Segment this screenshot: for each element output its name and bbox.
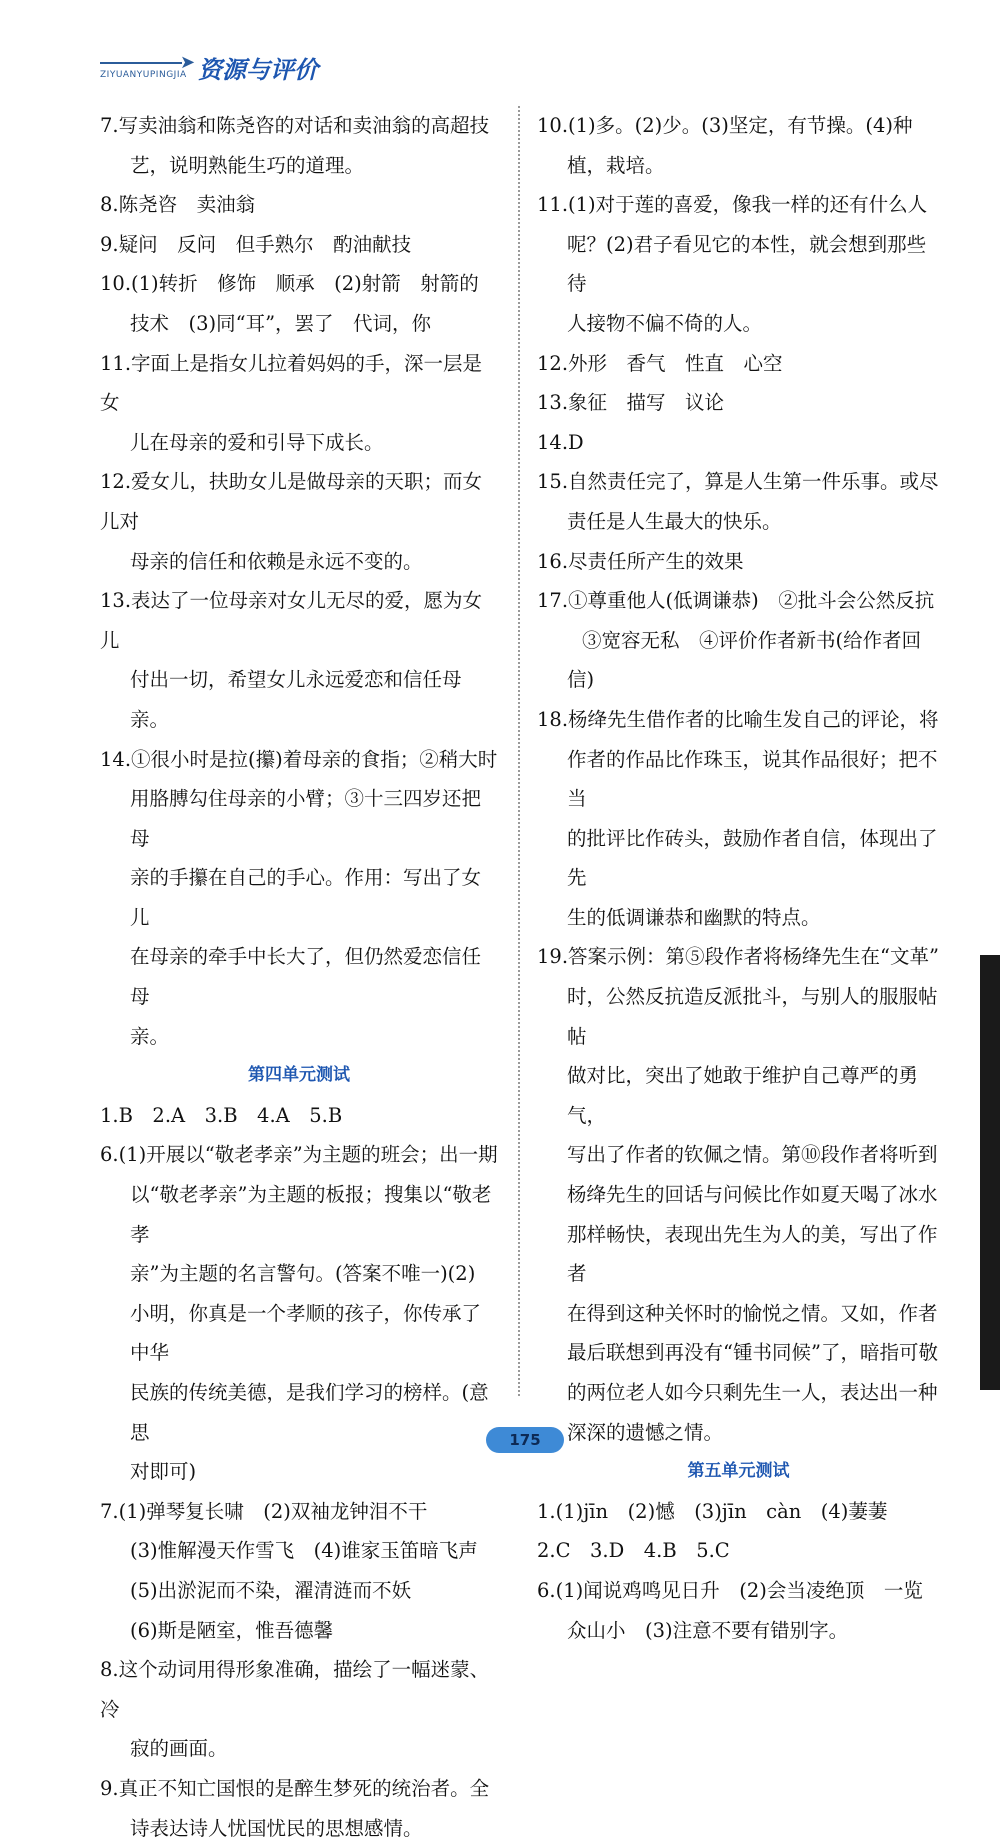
right-column [537,106,940,1650]
answer-12: 12.爱女儿，扶助女儿是做母亲的天职；而女儿对 母亲的信任和依赖是永远不变的。 [100,470,483,573]
answer-8: 8.陈尧咨 卖油翁 [100,193,256,217]
book-title: 资源与评价 [198,56,318,84]
unit4-answer-9: 9.真正不知亡国恨的是醉生梦死的统治者。全 诗表达诗人忧国忧民的思想感情。 [100,1776,490,1840]
answer-12-right: 12.外形 香气 性直 心空 [537,351,783,375]
answer-10-right: 10.(1)多。(2)少。(3)坚定，有节操。(4)种 植，栽培。 [537,114,913,177]
book-header [100,48,380,88]
answer-9: 9.疑问 反问 但手熟尔 酌油献技 [100,232,412,256]
answer-16-right: 16.尽责任所产生的效果 [537,549,744,573]
unit5-answer-6: 6.(1)闻说鸡鸣见日升 (2)会当凌绝顶 一览 众山小 (3)注意不要有错别字。 [537,1578,923,1642]
unit5-answers-2-5: 2.C 3.D 4.B 5.C [537,1539,730,1563]
answer-15-right: 15.自然责任完了，算是人生第一件乐事。或尽 责任是人生最大的快乐。 [537,470,939,533]
answer-11-right: 11.(1)对于莲的喜爱，像我一样的还有什么人 呢？(2)君子看见它的本性，就会想到那些待 人接物不偏不倚的人。 [537,193,928,335]
answers-1-5: 1.B 2.A 3.B 4.A 5.B [100,1103,343,1127]
answer-19-right: 19.答案示例：第⑤段作者将杨绛先生在“文革” 时，公然反抗造反派批斗，与别人的服服帖帖 做对比，突出了她敢于维护自己尊严的勇气， 写出了作者的钦佩之情。第⑩段作者将听到 杨绛先生的回话与问候比作如夏天喝了冰水 那样畅快，表现出先生为人的美，写出了作者 在得到这种关怀时的愉悦之情。又如，作者 最后联想到再没有“锺书同候”了，暗指可敬 的两位老人如今只剩先生一人，表达出一种 深深的遗憾之情。 [537,945,939,1444]
page-number: 175 [486,1427,564,1453]
section-title-unit-5: 第五单元测试 [687,1461,790,1482]
section-title-unit-4: 第四单元测试 [248,1065,350,1086]
answer-18-right: 18.杨绛先生借作者的比喻生发自己的评论，将 作者的作品比作珠玉，说其作品很好；把不当 的批评比作砖头，鼓励作者自信，体现出了先 生的低调谦恭和幽默的特点。 [537,707,939,929]
answer-13: 13.表达了一位母亲对女儿无尽的爱，愿为女儿 付出一切，希望女儿永远爱恋和信任母亲。 [100,589,483,731]
column-divider [518,106,520,1396]
unit5-answer-1: 1.(1)jīn (2)憾 (3)jīn càn (4)萋萋 [537,1499,888,1523]
answer-11: 11.字面上是指女儿拉着妈妈的手，深一层是女 儿在母亲的爱和引导下成长。 [100,351,483,454]
unit4-answer-7: 7.(1)弹琴复长啸 (2)双袖龙钟泪不干 (3)惟解漫天作雪飞 (4)谁家玉笛暗飞声 (5)出淤泥而不染，濯清涟而不妖 (6)斯是陋室，惟吾德馨 [100,1499,478,1642]
answer-17-right: 17.①尊重他人(低调谦恭) ②批斗会公然反抗 ③宽容无私 ④评价作者新书(给作者回 信) [537,589,935,692]
answer-10: 10.(1)转折 修饰 顺承 (2)射箭 射箭的 技术 (3)同“耳”，罢了 代词，你 [100,272,479,335]
answer-14-right: 14.D [537,430,584,454]
answer-13-right: 13.象征 描写 议论 [537,391,725,415]
header-line [100,62,182,64]
answer-7: 7.写卖油翁和陈尧咨的对话和卖油翁的高超技 艺，说明熟能生巧的道理。 [100,114,490,177]
book-title-pinyin: ZIYUANYUPINGJIA [100,70,187,80]
unit4-answer-6: 6.(1)开展以“敬老孝亲”为主题的班会；出一期 以“敬老孝亲”为主题的板报；搜集以“敬老孝 亲”为主题的名言警句。(答案不唯一)(2) 小明，你真是一个孝顺的孩子，你传承了中华 民族的传统美德，是我们学习的榜样。(意思 对即可) [100,1143,498,1484]
arrow-icon: ➤ [180,52,196,73]
left-column [100,106,498,1848]
page-edge-tab [980,955,1000,1390]
unit4-answer-8: 8.这个动词用得形象准确，描绘了一幅迷蒙、冷 寂的画面。 [100,1658,490,1761]
answer-14: 14.①很小时是拉(攥)着母亲的食指；②稍大时 用胳膊勾住母亲的小臂；③十三四岁还把母 亲的手攥在自己的手心。作用：写出了女儿 在母亲的牵手中长大了，但仍然爱恋信任母 亲。 [100,747,498,1048]
